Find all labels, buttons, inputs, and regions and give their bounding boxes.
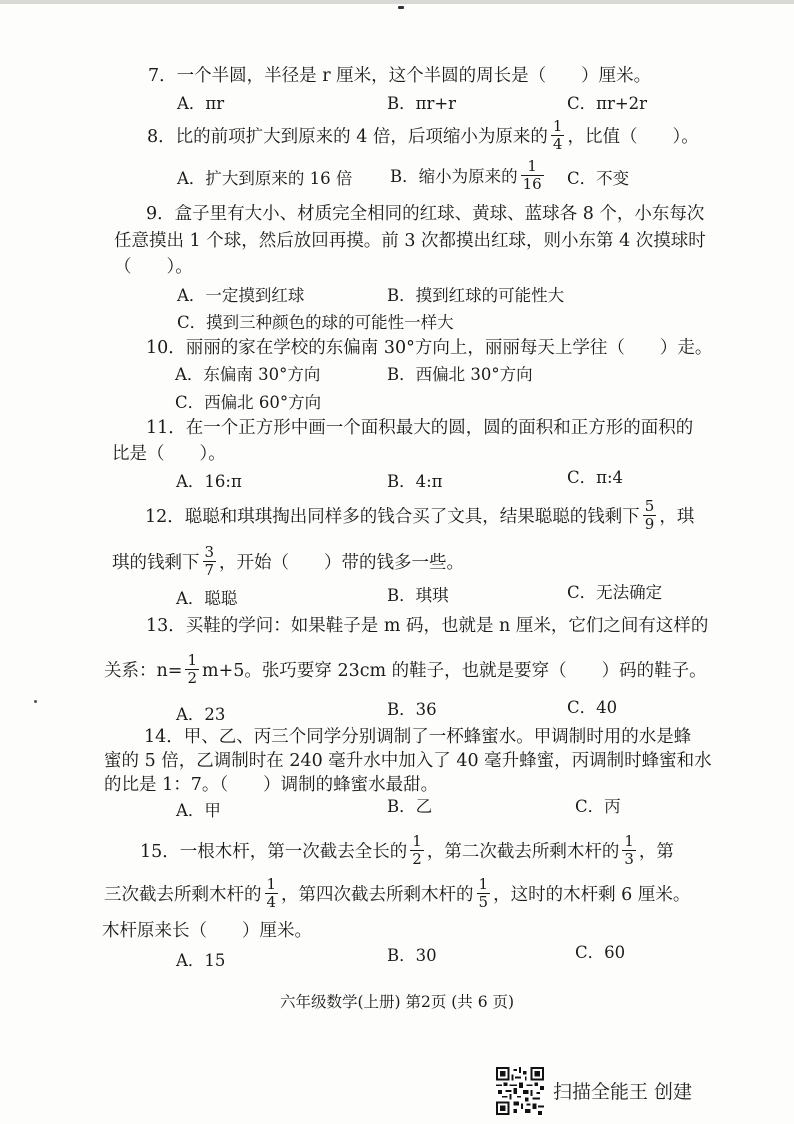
q15-option-a: A．15	[176, 951, 226, 970]
q9-line-3: （ ）。	[114, 257, 193, 277]
q12-option-c: C．无法确定	[567, 583, 663, 602]
q12-option-b: B．琪琪	[387, 586, 449, 605]
q8-option-a: A．扩大到原来的 16 倍	[177, 169, 353, 188]
qr-code-icon	[496, 1067, 544, 1115]
q13-line-2: 关系：n= $\frac{1}{2}$ m+5。张巧要穿 23cm 的鞋子，也就是要穿（ ）码的鞋子。	[104, 651, 707, 687]
q13-fraction: $\frac{1}{2}$	[187, 651, 197, 687]
q15-option-b: B．30	[387, 946, 437, 965]
scan-speck	[34, 700, 37, 703]
page-footer: 六年级数学(上册) 第2页 (共 6 页)	[279, 993, 515, 1011]
q13-option-b: B．36	[387, 700, 437, 719]
q9-option-b: B．摸到红球的可能性大	[387, 286, 565, 305]
q15-fraction-1: $\frac{1}{2}$	[412, 832, 422, 868]
q8-option-b: B．缩小为原来的 $\frac{1}{16}$	[390, 157, 542, 193]
q11-option-c: C．π:4	[567, 468, 624, 487]
q14-line-1: 14．甲、乙、丙三个同学分别调制了一杯蜂蜜水。甲调制时用的水是蜂	[144, 727, 692, 747]
q13-option-a: A．23	[176, 705, 226, 724]
q9-line-1: 9．盒子里有大小、材质完全相同的红球、黄球、蓝球各 8 个，小东每次	[146, 204, 705, 224]
scanner-watermark-label: 扫描全能王 创建	[553, 1081, 693, 1103]
q11-line-1: 11．在一个正方形中画一个面积最大的圆，圆的面积和正方形的面积的	[146, 418, 694, 438]
q10-stem: 10．丽丽的家在学校的东偏南 30°方向上，丽丽每天上学往（ ）走。	[146, 338, 713, 358]
q8-option-c: C．不变	[567, 169, 630, 188]
q8-stem: 8．比的前项扩大到原来的 4 倍，后项缩小为原来的 $\frac{1}{4}$ ，比值（ ）。	[147, 117, 699, 153]
q9-line-2: 任意摸出 1 个球，然后放回再摸。前 3 次都摸出红球，则小东第 4 次摸球时	[114, 231, 706, 251]
q12-option-a: A．聪聪	[176, 589, 238, 608]
q15-option-c: C．60	[575, 943, 626, 962]
q7-option-a: A．πr	[177, 94, 225, 113]
scan-top-edge	[0, 0, 794, 4]
q14-line-2: 蜜的 5 倍，乙调制时在 240 毫升水中加入了 40 毫升蜂蜜，丙调制时蜂蜜和水	[104, 751, 712, 771]
q14-option-b: B．乙	[387, 797, 433, 816]
q10-option-b: B．西偏北 30°方向	[387, 365, 533, 384]
q15-line-2: 三次截去所剩木杆的 $\frac{1}{4}$ ，第四次截去所剩木杆的 $\frac{1}{5}$ ，这时的木杆剩 6 厘米。	[104, 875, 691, 911]
q10-option-c: C．西偏北 60°方向	[175, 393, 322, 412]
q8-fraction: $\frac{1}{4}$	[552, 117, 563, 153]
q11-option-a: A．16:π	[176, 472, 242, 491]
q7-option-b: B．πr+r	[387, 94, 457, 113]
q14-option-a: A．甲	[176, 801, 221, 820]
q12-fraction-2: $\frac{3}{7}$	[204, 543, 215, 579]
q9-option-a: A．一定摸到红球	[177, 286, 305, 305]
q14-line-3: 的比是 1：7。（ ）调制的蜂蜜水最甜。	[104, 775, 439, 795]
q14-option-c: C．丙	[575, 797, 621, 816]
q15-fraction-2: $\frac{1}{3}$	[624, 832, 634, 868]
scan-top-mark	[398, 6, 404, 9]
q10-option-a: A．东偏南 30°方向	[175, 365, 321, 384]
q15-line-1: 15．一根木杆，第一次截去全长的 $\frac{1}{2}$ ，第二次截去所剩木杆的 $\frac{1}{3}$ ，第	[140, 832, 674, 868]
q7-stem: 7．一个半圆，半径是 r 厘米，这个半圆的周长是（ ）厘米。	[148, 66, 652, 86]
q12-fraction-1: $\frac{5}{9}$	[644, 497, 655, 533]
q12-line-2: 琪的钱剩下 $\frac{3}{7}$ ，开始（ ）带的钱多一些。	[112, 543, 465, 579]
q13-option-c: C．40	[567, 698, 618, 717]
q15-line-3: 木杆原来长（ ）厘米。	[102, 921, 312, 941]
q12-line-1: 12．聪聪和琪琪掏出同样多的钱合买了文具，结果聪聪的钱剩下 $\frac{5}{9}$ ，琪	[145, 497, 695, 533]
q11-line-2: 比是（ ）。	[112, 444, 226, 464]
q15-fraction-3: $\frac{1}{4}$	[266, 875, 277, 911]
q9-option-c: C．摸到三种颜色的球的可能性一样大	[177, 313, 454, 332]
q8-option-b-fraction: $\frac{1}{16}$	[522, 157, 542, 193]
q11-option-b: B．4:π	[387, 472, 443, 491]
q15-fraction-4: $\frac{1}{5}$	[478, 875, 489, 911]
q7-option-c: C．πr+2r	[567, 94, 648, 113]
q13-line-1: 13．买鞋的学问：如果鞋子是 m 码，也就是 n 厘米，它们之间有这样的	[146, 616, 709, 636]
